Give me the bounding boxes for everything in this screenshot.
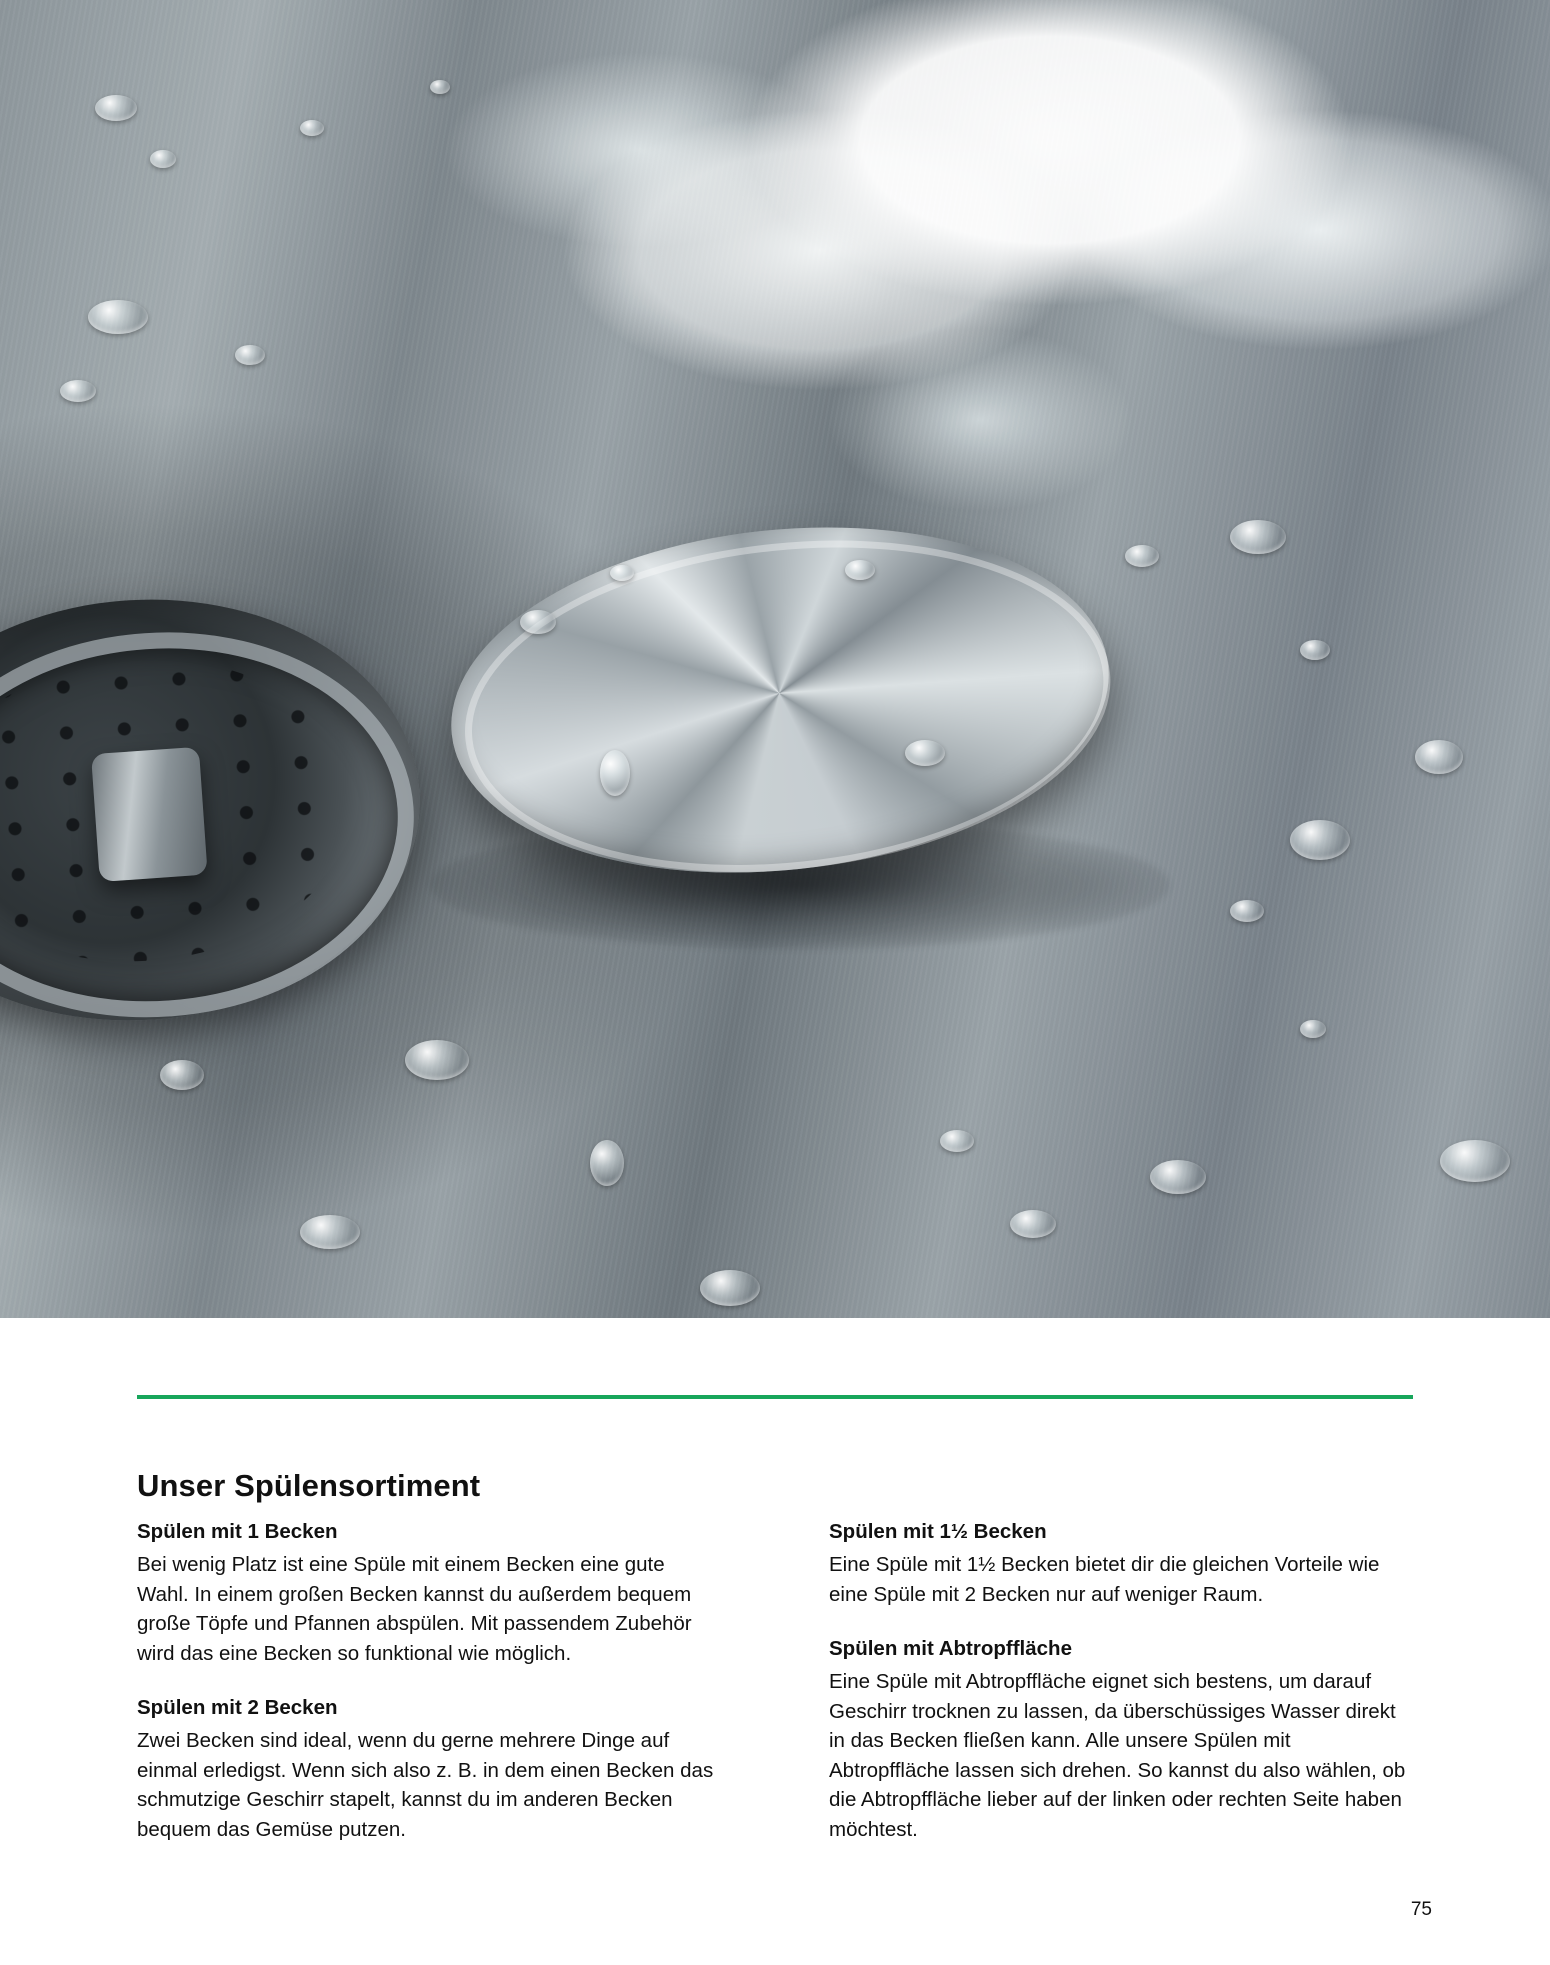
accent-rule — [137, 1395, 1413, 1399]
water-droplet — [1290, 820, 1350, 860]
water-droplet — [590, 1140, 624, 1186]
water-droplet — [150, 150, 176, 168]
section-heading-abtropfflaeche: Spülen mit Abtropffläche — [829, 1637, 1072, 1661]
section-heading-anderthalb-becken: Spülen mit 1½ Becken — [829, 1520, 1047, 1543]
section-text-anderthalb-becken: Eine Spüle mit 1½ Becken bietet dir die gleichen Vorteile wie eine Spüle mit 2 Becken nur auf weniger Raum. — [829, 1553, 1380, 1606]
water-droplet — [700, 1270, 760, 1306]
water-droplet — [1125, 545, 1159, 567]
water-droplet — [905, 740, 945, 766]
water-droplet — [845, 560, 875, 580]
section-text-abtropfflaeche: Eine Spüle mit Abtropffläche eignet sich bestens, um darauf Geschirr trocknen zu lassen, da überschüssiges Wasser direkt in das Becken fließen kann. Alle unsere Spülen mit Abtropffläche lassen sich drehen. So kannst du also wählen, ob die Abtropffläche lieber auf der linken oder rechten Seite haben möchtest. — [829, 1670, 1406, 1841]
water-droplet — [160, 1060, 204, 1090]
water-droplet — [610, 565, 634, 581]
page-number: 75 — [1410, 1899, 1432, 1920]
water-droplet — [88, 300, 148, 334]
water-droplet — [1300, 1020, 1326, 1038]
article-body — [137, 1468, 1413, 1844]
water-droplet — [300, 1215, 360, 1249]
section-text-2-becken: Zwei Becken sind ideal, wenn du gerne mehrere Dinge auf einmal erledigst. Wenn sich also z. B. in dem einen Becken das schmutzige Geschirr stapelt, kannst du im anderen Becken bequem das Gemüse putzen. — [137, 1729, 714, 1841]
water-droplet — [300, 120, 324, 136]
water-droplet — [1150, 1160, 1206, 1194]
section-text-1-becken: Bei wenig Platz ist eine Spüle mit einem Becken eine gute Wahl. In einem großen Becken kannst du außerdem bequem große Töpfe und Pfannen abspülen. Mit passendem Zubehör wird das eine Becken so funktional wie möglich. — [137, 1553, 692, 1665]
section-heading-1-becken: Spülen mit 1 Becken — [137, 1520, 338, 1543]
water-droplet — [940, 1130, 974, 1152]
section-heading-2-becken: Spülen mit 2 Becken — [137, 1696, 338, 1720]
water-droplet — [60, 380, 96, 402]
water-droplet — [405, 1040, 469, 1080]
right-column — [829, 1520, 1413, 1844]
water-droplet — [95, 95, 137, 121]
water-droplet — [430, 80, 450, 94]
strainer-knob — [91, 747, 208, 882]
water-droplet — [1415, 740, 1463, 774]
water-droplet — [1230, 900, 1264, 922]
water-droplet — [600, 750, 630, 796]
water-droplet — [520, 610, 556, 634]
left-column — [137, 1520, 721, 1844]
water-droplet — [1440, 1140, 1510, 1182]
water-droplet — [1010, 1210, 1056, 1238]
page-title: Unser Spülensortiment — [137, 1468, 481, 1503]
water-droplet — [235, 345, 265, 365]
water-droplet — [1300, 640, 1330, 660]
two-column-layout — [137, 1520, 1413, 1844]
water-droplet — [1230, 520, 1286, 554]
